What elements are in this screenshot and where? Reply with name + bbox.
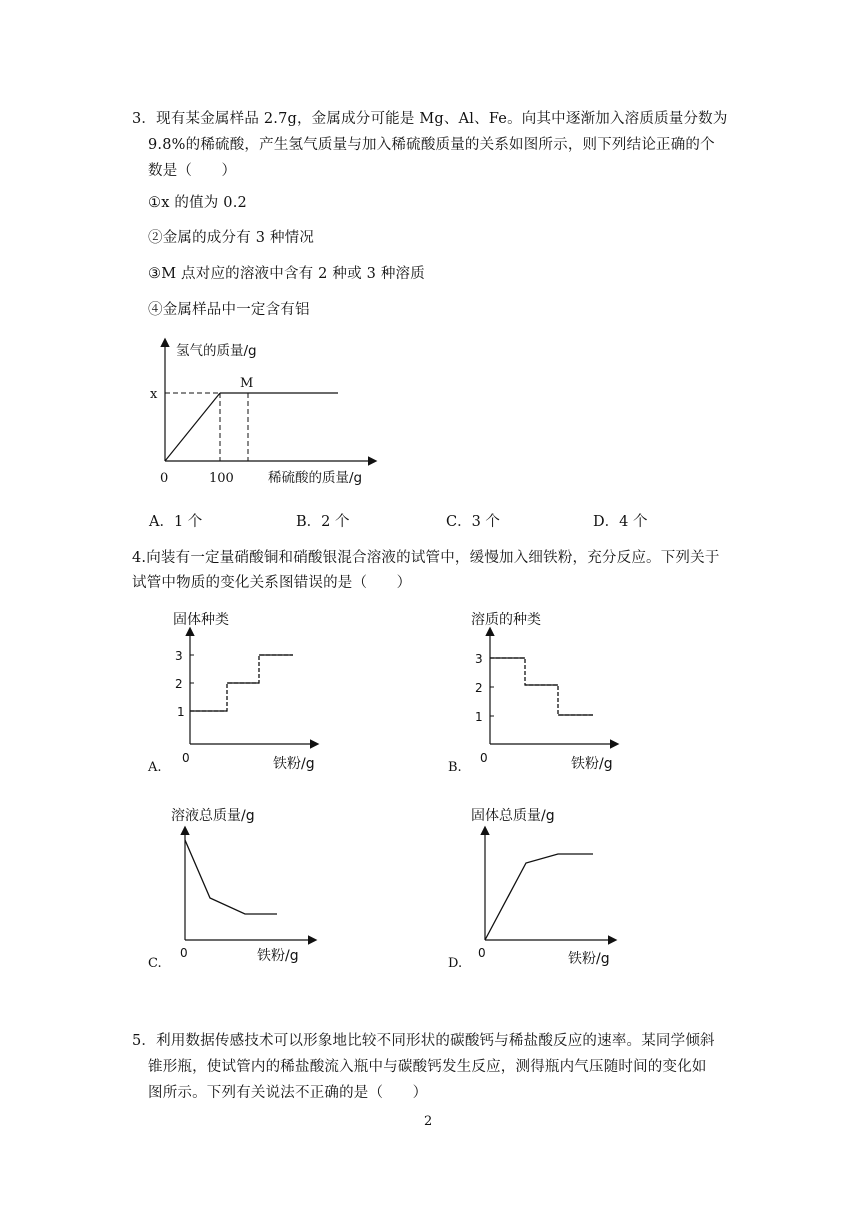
page-number: 2 [424,1114,433,1129]
q3-ylabel: 氢气的质量/g [176,343,257,359]
a-tick-label-2: 2 [175,677,183,691]
d-origin: 0 [478,946,486,960]
q3-line-1: 3．现有某金属样品 2.7g，金属成分可能是 Mg、Al、Fe。向其中逐渐加入溶质质量分数为 [132,111,728,127]
a-origin: 0 [182,751,190,765]
q3-origin: 0 [160,471,169,486]
q3-statement-1: ①x 的值为 0.2 [148,195,247,211]
c-option-label: C. [148,956,162,971]
q3-y-tick: x [150,387,158,402]
q4-line-2: 试管中物质的变化关系图错误的是（ ） [132,575,412,591]
a-option-label: A. [148,760,162,775]
a-tick-label-3: 3 [175,649,183,663]
a-tick-label-1: 1 [177,705,185,719]
a-xlabel: 铁粉/g [273,756,315,772]
q3-option-b[interactable]: B．2 个 [296,514,350,530]
q3-statement-3: ③M 点对应的溶液中含有 2 种或 3 种溶质 [148,266,425,282]
q3-chart [138,335,398,495]
q3-option-d[interactable]: D．4 个 [593,514,648,530]
q3-option-a[interactable]: A．1 个 [149,514,203,530]
b-step-dashes [490,658,593,715]
b-tick-label-2: 2 [475,681,483,695]
q4-chart-b[interactable] [445,607,645,782]
q5-line-1: 5．利用数据传感技术可以形象地比较不同形状的碳酸钙与稀盐酸反应的速率。某同学倾斜 [132,1033,715,1049]
c-curve [185,840,277,914]
d-ylabel: 固体总质量/g [471,808,555,824]
q3-point-label: M [240,376,254,391]
q3-x-tick: 100 [209,471,234,486]
q4-chart-d[interactable] [445,800,645,975]
b-option-label: B. [448,760,462,775]
c-xlabel: 铁粉/g [257,948,299,964]
q5-line-3: 图所示。下列有关说法不正确的是（ ） [148,1085,428,1101]
q5-line-2: 锥形瓶，使试管内的稀盐酸流入瓶中与碳酸钙发生反应，测得瓶内气压随时间的变化如 [148,1059,707,1075]
q3-rise-line [165,393,220,461]
q4-chart-c[interactable] [145,800,345,975]
b-xlabel: 铁粉/g [571,756,613,772]
d-xlabel: 铁粉/g [568,951,610,967]
d-curve [485,854,593,940]
q3-xlabel: 稀硫酸的质量/g [268,470,363,486]
q3-line-3: 数是（ ） [148,163,237,179]
q3-line-2: 9.8%的稀硫酸，产生氢气质量与加入稀硫酸质量的关系如图所示，则下列结论正确的个 [148,137,715,153]
b-tick-label-1: 1 [475,710,483,724]
d-option-label: D. [448,956,463,971]
q4-line-1: 4.向装有一定量硝酸铜和硝酸银混合溶液的试管中，缓慢加入细铁粉，充分反应。下列关于 [132,550,720,566]
q4-chart-a[interactable] [145,607,345,782]
b-origin: 0 [480,751,488,765]
b-tick-label-3: 3 [475,652,483,666]
c-origin: 0 [180,946,188,960]
c-ylabel: 溶液总质量/g [171,808,255,824]
b-ylabel: 溶质的种类 [471,612,541,628]
a-ylabel: 固体种类 [173,612,229,628]
q3-option-c[interactable]: C．3 个 [446,514,500,530]
q3-statement-4: ④金属样品中一定含有铝 [148,302,310,318]
q3-statement-2: ②金属的成分有 3 种情况 [148,230,315,246]
